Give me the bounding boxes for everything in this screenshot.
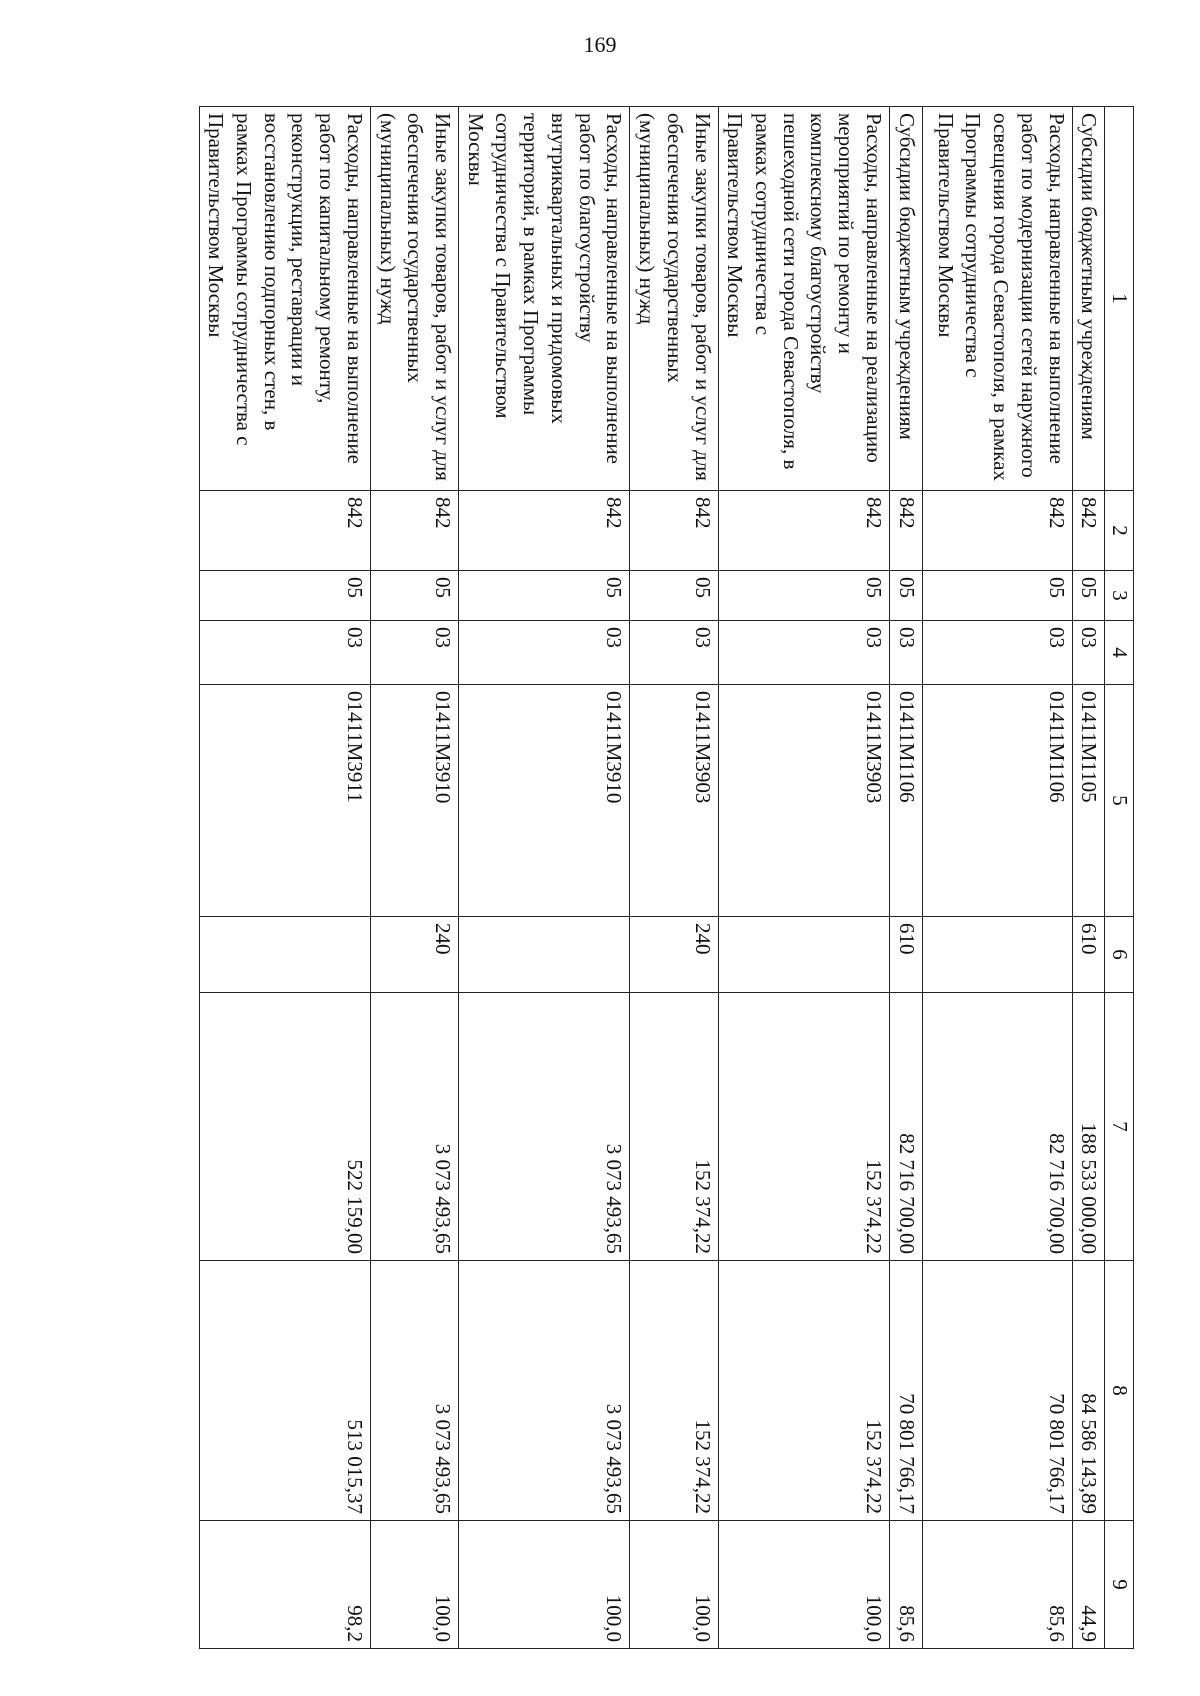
- cell-col9: 85,6: [922, 1521, 1072, 1649]
- cell-col8: 152 374,22: [630, 1261, 718, 1521]
- cell-col5: 01411М1106: [889, 685, 922, 917]
- cell-col3: 05: [889, 571, 922, 621]
- cell-col2: 842: [718, 491, 889, 571]
- header-cell-6: 6: [1105, 917, 1134, 993]
- table-row: [922, 107, 1072, 1649]
- header-row: [1105, 107, 1134, 1649]
- page-number: 169: [583, 32, 617, 57]
- cell-col3: 05: [1072, 571, 1105, 621]
- cell-col7: 3 073 493,65: [370, 993, 458, 1261]
- cell-col6: 610: [1072, 917, 1105, 993]
- cell-col6: [199, 917, 370, 993]
- cell-col7: 82 716 700,00: [889, 993, 922, 1261]
- cell-col2: 842: [199, 491, 370, 571]
- cell-col9: 100,0: [370, 1521, 458, 1649]
- cell-name: Расходы, направленные на выполнение работ по модернизации сетей наружного освещения города Севастополя, в рамках Программы сотрудничества с Правительством Москвы: [922, 107, 1072, 491]
- cell-col5: 01411М1105: [1072, 685, 1105, 917]
- cell-col3: 05: [630, 571, 718, 621]
- cell-col6: [459, 917, 630, 993]
- table-row: [889, 107, 922, 1649]
- cell-col5: 01411М3910: [459, 685, 630, 917]
- cell-col3: 05: [718, 571, 889, 621]
- cell-col2: 842: [1072, 491, 1105, 571]
- cell-col8: 3 073 493,65: [459, 1261, 630, 1521]
- cell-name: Иные закупки товаров, работ и услуг для обеспечения государственных (муниципальных) нужд: [370, 107, 458, 491]
- cell-col9: 98,2: [199, 1521, 370, 1649]
- header-cell-5: 5: [1105, 685, 1134, 917]
- header-cell-7: 7: [1105, 993, 1134, 1261]
- cell-col7: 188 533 000,00: [1072, 993, 1105, 1261]
- cell-col3: 05: [199, 571, 370, 621]
- cell-name: Расходы, направленные на реализацию мероприятий по ремонту и комплексному благоустройству пешеходной сети города Севастополя, в рамках сотрудничества с Правительством Москвы: [718, 107, 889, 491]
- cell-col9: 100,0: [459, 1521, 630, 1649]
- cell-name: Расходы, направленные на выполнение работ по капитальному ремонту, реконструкции, реставрации и восстановлению подпорных стен, в рамках Программы сотрудничества с Правительством Москвы: [199, 107, 370, 491]
- cell-col2: 842: [370, 491, 458, 571]
- table-row: [199, 107, 370, 1649]
- cell-col9: 100,0: [718, 1521, 889, 1649]
- cell-col5: 01411М3911: [199, 685, 370, 917]
- cell-col3: 05: [459, 571, 630, 621]
- table-row: [370, 107, 458, 1649]
- cell-col6: 240: [370, 917, 458, 993]
- cell-col4: 03: [459, 621, 630, 685]
- cell-col4: 03: [370, 621, 458, 685]
- table-container: [204, 106, 1134, 1648]
- cell-col7: 152 374,22: [718, 993, 889, 1261]
- cell-col8: 513 015,37: [199, 1261, 370, 1521]
- table-row: [718, 107, 889, 1649]
- cell-col4: 03: [922, 621, 1072, 685]
- cell-col7: 3 073 493,65: [459, 993, 630, 1261]
- budget-table: [199, 106, 1134, 1649]
- table-row: [459, 107, 630, 1649]
- cell-col7: 522 159,00: [199, 993, 370, 1261]
- cell-col8: 3 073 493,65: [370, 1261, 458, 1521]
- cell-col4: 03: [718, 621, 889, 685]
- cell-col2: 842: [922, 491, 1072, 571]
- cell-col6: 610: [889, 917, 922, 993]
- cell-col6: 240: [630, 917, 718, 993]
- cell-col4: 03: [1072, 621, 1105, 685]
- cell-col5: 01411М3910: [370, 685, 458, 917]
- header-cell-3: 3: [1105, 571, 1134, 621]
- cell-col4: 03: [889, 621, 922, 685]
- cell-col8: 152 374,22: [718, 1261, 889, 1521]
- cell-col5: 01411М3903: [630, 685, 718, 917]
- cell-col9: 44,9: [1072, 1521, 1105, 1649]
- cell-col5: 01411М3903: [718, 685, 889, 917]
- cell-col9: 100,0: [630, 1521, 718, 1649]
- table-body: [199, 107, 1105, 1649]
- table-row: [1072, 107, 1105, 1649]
- cell-col2: 842: [630, 491, 718, 571]
- cell-col4: 03: [199, 621, 370, 685]
- cell-col9: 85,6: [889, 1521, 922, 1649]
- cell-col7: 82 716 700,00: [922, 993, 1072, 1261]
- header-cell-1: 1: [1105, 107, 1134, 491]
- table-header: [1105, 107, 1134, 1649]
- cell-col3: 05: [922, 571, 1072, 621]
- cell-name: Иные закупки товаров, работ и услуг для обеспечения государственных (муниципальных) нужд: [630, 107, 718, 491]
- cell-col3: 05: [370, 571, 458, 621]
- header-cell-9: 9: [1105, 1521, 1134, 1649]
- header-cell-8: 8: [1105, 1261, 1134, 1521]
- cell-col8: 70 801 766,17: [922, 1261, 1072, 1521]
- header-cell-2: 2: [1105, 491, 1134, 571]
- cell-name: Субсидии бюджетным учреждениям: [889, 107, 922, 491]
- cell-name: Субсидии бюджетным учреждениям: [1072, 107, 1105, 491]
- cell-col4: 03: [630, 621, 718, 685]
- cell-col6: [922, 917, 1072, 993]
- table-row: [630, 107, 718, 1649]
- cell-name: Расходы, направленные на выполнение работ по благоустройству внутриквартальных и придомовых территорий, в рамках Программы сотрудничества с Правительством Москвы: [459, 107, 630, 491]
- cell-col8: 70 801 766,17: [889, 1261, 922, 1521]
- cell-col6: [718, 917, 889, 993]
- cell-col7: 152 374,22: [630, 993, 718, 1261]
- cell-col2: 842: [459, 491, 630, 571]
- cell-col2: 842: [889, 491, 922, 571]
- cell-col5: 01411М1106: [922, 685, 1072, 917]
- cell-col8: 84 586 143,89: [1072, 1261, 1105, 1521]
- header-cell-4: 4: [1105, 621, 1134, 685]
